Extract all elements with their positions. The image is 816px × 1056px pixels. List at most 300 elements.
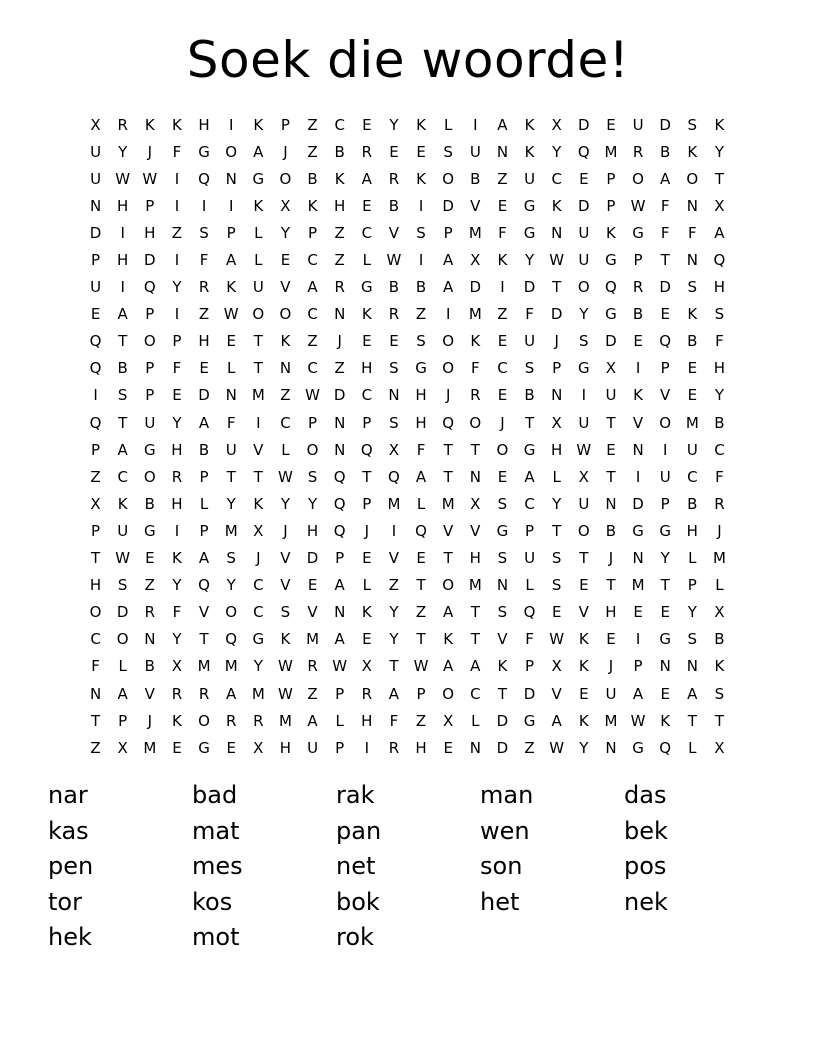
grid-cell[interactable]: P [91, 440, 101, 459]
grid-cell[interactable]: A [443, 278, 454, 297]
grid-cell[interactable]: W [278, 657, 293, 676]
grid-cell[interactable]: U [659, 467, 671, 486]
grid-cell[interactable]: E [226, 738, 236, 757]
grid-cell[interactable]: G [496, 521, 509, 540]
grid-cell[interactable]: N [686, 196, 698, 215]
grid-cell[interactable]: Z [171, 223, 183, 242]
grid-cell[interactable]: W [630, 711, 646, 730]
grid-cell[interactable]: R [632, 278, 644, 297]
grid-cell[interactable]: W [332, 657, 348, 676]
grid-cell[interactable]: H [334, 196, 346, 215]
grid-cell[interactable]: P [145, 359, 155, 378]
grid-cell[interactable]: I [120, 278, 125, 297]
grid-cell[interactable]: K [334, 169, 345, 188]
grid-cell[interactable]: N [659, 657, 671, 676]
grid-cell[interactable]: S [551, 549, 562, 568]
grid-cell[interactable]: K [578, 630, 589, 649]
grid-cell[interactable]: Q [388, 467, 400, 486]
grid-cell[interactable]: B [388, 278, 400, 297]
grid-cell[interactable]: I [473, 115, 478, 134]
grid-cell[interactable]: J [256, 549, 261, 568]
grid-cell[interactable]: K [660, 711, 671, 730]
grid-cell[interactable]: H [144, 223, 156, 242]
grid-cell[interactable]: E [579, 684, 589, 703]
grid-cell[interactable]: M [685, 413, 699, 432]
grid-cell[interactable]: T [660, 576, 670, 595]
grid-cell[interactable]: P [145, 386, 155, 405]
grid-cell[interactable]: A [117, 305, 128, 324]
grid-cell[interactable]: N [225, 386, 237, 405]
grid-cell[interactable]: Q [333, 521, 346, 540]
grid-cell[interactable]: J [283, 142, 288, 161]
grid-cell[interactable]: R [198, 278, 210, 297]
grid-cell[interactable]: F [525, 630, 534, 649]
grid-cell[interactable]: U [578, 413, 590, 432]
grid-cell[interactable]: N [632, 549, 644, 568]
grid-cell[interactable]: M [278, 711, 292, 730]
grid-cell[interactable]: V [253, 440, 264, 459]
grid-cell[interactable]: Q [89, 413, 102, 432]
grid-cell[interactable]: O [89, 603, 102, 622]
grid-cell[interactable]: R [307, 657, 318, 676]
grid-cell[interactable]: K [172, 549, 182, 568]
grid-cell[interactable]: K [497, 657, 508, 676]
grid-cell[interactable]: K [253, 494, 264, 513]
grid-cell[interactable]: R [361, 684, 373, 703]
grid-cell[interactable]: B [687, 494, 698, 513]
grid-cell[interactable]: H [713, 359, 726, 378]
grid-cell[interactable]: M [631, 576, 645, 595]
grid-cell[interactable]: A [443, 603, 454, 622]
grid-cell[interactable]: Y [307, 494, 318, 513]
grid-cell[interactable]: R [171, 467, 183, 486]
grid-cell[interactable]: T [90, 549, 101, 568]
grid-cell[interactable]: A [361, 169, 372, 188]
grid-cell[interactable]: A [307, 711, 318, 730]
grid-cell[interactable]: K [226, 278, 237, 297]
grid-cell[interactable]: F [172, 359, 182, 378]
grid-cell[interactable]: D [306, 549, 319, 568]
grid-cell[interactable]: H [198, 115, 210, 134]
grid-cell[interactable]: F [91, 657, 100, 676]
grid-cell[interactable]: Q [89, 332, 102, 351]
grid-cell[interactable]: K [497, 251, 508, 270]
grid-cell[interactable]: B [415, 278, 427, 297]
grid-cell[interactable]: P [199, 467, 209, 486]
grid-cell[interactable]: E [90, 305, 101, 324]
grid-cell[interactable]: D [89, 223, 102, 242]
grid-cell[interactable]: Z [415, 711, 427, 730]
grid-cell[interactable]: L [552, 467, 561, 486]
grid-cell[interactable]: B [524, 386, 535, 405]
grid-cell[interactable]: T [443, 467, 453, 486]
grid-cell[interactable]: H [279, 738, 292, 757]
grid-cell[interactable]: R [714, 494, 725, 513]
grid-cell[interactable]: Y [389, 630, 399, 649]
grid-cell[interactable]: D [333, 386, 346, 405]
grid-cell[interactable]: N [279, 359, 292, 378]
grid-cell[interactable]: R [361, 142, 373, 161]
grid-cell[interactable]: B [470, 169, 481, 188]
grid-cell[interactable]: S [551, 576, 562, 595]
grid-cell[interactable]: S [687, 115, 698, 134]
grid-cell[interactable]: Z [334, 223, 345, 242]
grid-cell[interactable]: J [717, 521, 722, 540]
grid-cell[interactable]: O [442, 332, 455, 351]
grid-cell[interactable]: U [252, 278, 264, 297]
grid-cell[interactable]: E [579, 169, 589, 188]
grid-cell[interactable]: I [500, 278, 505, 297]
grid-cell[interactable]: F [498, 223, 507, 242]
grid-cell[interactable]: Z [307, 115, 318, 134]
grid-cell[interactable]: C [117, 467, 128, 486]
grid-cell[interactable]: X [714, 603, 725, 622]
grid-cell[interactable]: R [171, 684, 183, 703]
grid-cell[interactable]: E [579, 576, 589, 595]
grid-cell[interactable]: Y [524, 251, 535, 270]
grid-cell[interactable]: D [469, 278, 482, 297]
grid-cell[interactable]: F [660, 223, 670, 242]
grid-cell[interactable]: Q [605, 278, 617, 297]
grid-cell[interactable]: B [334, 142, 345, 161]
grid-cell[interactable]: D [116, 603, 129, 622]
grid-cell[interactable]: R [144, 603, 156, 622]
grid-cell[interactable]: T [253, 467, 263, 486]
grid-cell[interactable]: E [199, 359, 209, 378]
grid-cell[interactable]: K [307, 196, 318, 215]
grid-cell[interactable]: C [307, 305, 318, 324]
grid-cell[interactable]: I [256, 413, 261, 432]
grid-cell[interactable]: F [715, 332, 724, 351]
grid-cell[interactable]: N [334, 305, 346, 324]
grid-cell[interactable]: L [254, 223, 263, 242]
grid-cell[interactable]: A [226, 251, 237, 270]
grid-cell[interactable]: A [226, 684, 237, 703]
grid-cell[interactable]: Q [360, 440, 373, 459]
grid-cell[interactable]: G [361, 278, 373, 297]
grid-cell[interactable]: Z [334, 359, 345, 378]
grid-cell[interactable]: J [364, 521, 370, 540]
grid-cell[interactable]: F [389, 711, 399, 730]
grid-cell[interactable]: P [660, 359, 670, 378]
grid-cell[interactable]: N [686, 657, 698, 676]
grid-cell[interactable]: C [714, 440, 725, 459]
grid-cell[interactable]: X [551, 115, 562, 134]
grid-cell[interactable]: U [578, 223, 590, 242]
grid-cell[interactable]: T [470, 603, 480, 622]
grid-cell[interactable]: E [226, 332, 236, 351]
grid-cell[interactable]: H [415, 386, 427, 405]
grid-cell[interactable]: T [118, 413, 128, 432]
grid-cell[interactable]: G [523, 196, 536, 215]
grid-cell[interactable]: Z [497, 305, 508, 324]
grid-cell[interactable]: K [416, 115, 426, 134]
grid-cell[interactable]: C [253, 576, 264, 595]
grid-cell[interactable]: L [254, 251, 263, 270]
grid-cell[interactable]: B [605, 521, 617, 540]
grid-cell[interactable]: T [579, 549, 589, 568]
grid-cell[interactable]: G [632, 738, 644, 757]
grid-cell[interactable]: V [470, 521, 481, 540]
grid-cell[interactable]: M [441, 494, 455, 513]
grid-cell[interactable]: K [687, 142, 698, 161]
grid-cell[interactable]: P [687, 576, 697, 595]
grid-cell[interactable]: S [389, 413, 399, 432]
grid-cell[interactable]: I [174, 305, 180, 324]
grid-cell[interactable]: P [308, 413, 318, 432]
grid-cell[interactable]: U [578, 251, 590, 270]
grid-cell[interactable]: B [388, 196, 400, 215]
grid-cell[interactable]: R [198, 684, 210, 703]
grid-cell[interactable]: C [497, 359, 508, 378]
grid-cell[interactable]: K [144, 115, 155, 134]
grid-cell[interactable]: N [469, 738, 481, 757]
grid-cell[interactable]: T [660, 251, 670, 270]
grid-cell[interactable]: I [581, 386, 587, 405]
grid-cell[interactable]: D [198, 386, 210, 405]
grid-cell[interactable]: A [714, 223, 725, 242]
grid-cell[interactable]: X [90, 115, 101, 134]
grid-cell[interactable]: P [91, 251, 101, 270]
grid-cell[interactable]: F [660, 196, 670, 215]
grid-cell[interactable]: S [579, 332, 589, 351]
grid-cell[interactable]: U [605, 386, 617, 405]
grid-cell[interactable]: C [307, 251, 318, 270]
grid-cell[interactable]: E [606, 440, 616, 459]
grid-cell[interactable]: P [606, 196, 616, 215]
grid-cell[interactable]: U [144, 413, 156, 432]
grid-cell[interactable]: N [388, 386, 400, 405]
grid-cell[interactable]: E [497, 332, 508, 351]
grid-cell[interactable]: N [89, 196, 102, 215]
grid-cell[interactable]: G [415, 359, 427, 378]
grid-cell[interactable]: D [144, 251, 156, 270]
grid-cell[interactable]: M [224, 657, 238, 676]
grid-cell[interactable]: L [362, 251, 371, 270]
grid-cell[interactable]: T [199, 630, 209, 649]
grid-cell[interactable]: T [416, 630, 426, 649]
grid-cell[interactable]: Y [579, 305, 589, 324]
grid-cell[interactable]: W [305, 386, 320, 405]
grid-cell[interactable]: B [144, 657, 155, 676]
grid-cell[interactable]: I [174, 169, 180, 188]
grid-cell[interactable]: Q [225, 630, 238, 649]
grid-cell[interactable]: U [90, 278, 102, 297]
grid-cell[interactable]: A [524, 467, 535, 486]
grid-cell[interactable]: P [118, 711, 128, 730]
grid-cell[interactable]: E [362, 196, 372, 215]
grid-cell[interactable]: C [253, 603, 264, 622]
grid-cell[interactable]: S [117, 386, 128, 405]
grid-cell[interactable]: C [280, 413, 291, 432]
grid-cell[interactable]: T [497, 684, 508, 703]
grid-cell[interactable]: O [442, 684, 455, 703]
grid-cell[interactable]: C [551, 169, 562, 188]
grid-cell[interactable]: K [714, 657, 725, 676]
grid-cell[interactable]: T [226, 467, 236, 486]
grid-cell[interactable]: G [659, 521, 671, 540]
grid-cell[interactable]: Y [660, 549, 670, 568]
grid-cell[interactable]: W [278, 684, 293, 703]
grid-cell[interactable]: Z [307, 142, 318, 161]
grid-cell[interactable]: O [577, 278, 590, 297]
grid-cell[interactable]: V [660, 386, 671, 405]
grid-cell[interactable]: O [469, 413, 482, 432]
grid-cell[interactable]: O [442, 359, 455, 378]
grid-cell[interactable]: I [93, 386, 98, 405]
grid-cell[interactable]: I [635, 630, 641, 649]
grid-cell[interactable]: L [118, 657, 127, 676]
grid-cell[interactable]: P [416, 684, 426, 703]
grid-cell[interactable]: D [496, 738, 509, 757]
grid-cell[interactable]: E [172, 386, 182, 405]
grid-cell[interactable]: S [714, 684, 725, 703]
grid-cell[interactable]: O [686, 169, 699, 188]
grid-cell[interactable]: S [714, 305, 725, 324]
grid-cell[interactable]: T [524, 413, 535, 432]
grid-cell[interactable]: M [251, 386, 265, 405]
grid-cell[interactable]: M [712, 549, 726, 568]
grid-cell[interactable]: H [361, 359, 373, 378]
grid-cell[interactable]: G [632, 223, 644, 242]
grid-cell[interactable]: T [362, 467, 372, 486]
grid-cell[interactable]: N [551, 386, 563, 405]
grid-cell[interactable]: K [253, 196, 264, 215]
grid-cell[interactable]: U [605, 684, 617, 703]
grid-cell[interactable]: K [443, 630, 454, 649]
grid-cell[interactable]: D [632, 494, 644, 513]
grid-cell[interactable]: X [605, 359, 617, 378]
grid-cell[interactable]: L [281, 440, 290, 459]
grid-cell[interactable]: I [418, 196, 424, 215]
grid-cell[interactable]: Y [172, 413, 182, 432]
grid-cell[interactable]: O [252, 305, 265, 324]
grid-cell[interactable]: U [117, 521, 129, 540]
grid-cell[interactable]: N [551, 223, 563, 242]
grid-cell[interactable]: Q [659, 738, 672, 757]
grid-cell[interactable]: L [525, 576, 534, 595]
grid-cell[interactable]: Q [333, 467, 346, 486]
grid-cell[interactable]: O [143, 332, 156, 351]
grid-cell[interactable]: O [279, 305, 292, 324]
grid-cell[interactable]: L [416, 494, 426, 513]
grid-cell[interactable]: Y [714, 142, 725, 161]
grid-cell[interactable]: P [443, 223, 453, 242]
grid-cell[interactable]: O [659, 413, 672, 432]
grid-cell[interactable]: I [174, 196, 180, 215]
grid-cell[interactable]: Q [333, 494, 346, 513]
grid-cell[interactable]: H [361, 711, 373, 730]
grid-cell[interactable]: L [444, 115, 453, 134]
grid-cell[interactable]: D [442, 196, 454, 215]
grid-cell[interactable]: U [524, 169, 536, 188]
grid-cell[interactable]: E [551, 603, 562, 622]
grid-cell[interactable]: A [388, 684, 400, 703]
grid-cell[interactable]: Z [334, 251, 345, 270]
grid-cell[interactable]: A [117, 684, 128, 703]
grid-cell[interactable]: C [307, 359, 318, 378]
grid-cell[interactable]: Z [307, 332, 318, 351]
grid-cell[interactable]: G [523, 711, 536, 730]
grid-cell[interactable]: L [362, 576, 371, 595]
grid-cell[interactable]: W [115, 549, 131, 568]
grid-cell[interactable]: A [334, 630, 345, 649]
grid-cell[interactable]: E [633, 603, 643, 622]
grid-cell[interactable]: S [497, 494, 508, 513]
grid-cell[interactable]: W [549, 251, 565, 270]
grid-cell[interactable]: L [688, 738, 697, 757]
grid-cell[interactable]: T [552, 521, 562, 540]
grid-cell[interactable]: Q [415, 521, 427, 540]
grid-cell[interactable]: R [334, 278, 345, 297]
grid-cell[interactable]: S [687, 630, 698, 649]
grid-cell[interactable]: N [144, 630, 156, 649]
grid-cell[interactable]: K [470, 332, 481, 351]
grid-cell[interactable]: U [686, 440, 698, 459]
grid-cell[interactable]: V [632, 413, 644, 432]
grid-cell[interactable]: E [687, 386, 698, 405]
grid-cell[interactable]: Y [253, 657, 263, 676]
grid-cell[interactable]: A [632, 684, 644, 703]
grid-cell[interactable]: X [388, 440, 400, 459]
grid-cell[interactable]: V [307, 603, 318, 622]
grid-cell[interactable]: R [117, 115, 128, 134]
grid-cell[interactable]: W [549, 738, 565, 757]
grid-cell[interactable]: D [605, 332, 617, 351]
grid-cell[interactable]: A [497, 115, 508, 134]
grid-cell[interactable]: K [578, 657, 589, 676]
grid-cell[interactable]: J [283, 521, 288, 540]
grid-cell[interactable]: K [687, 305, 698, 324]
grid-cell[interactable]: P [280, 115, 290, 134]
grid-cell[interactable]: L [688, 549, 697, 568]
grid-cell[interactable]: E [362, 549, 372, 568]
grid-cell[interactable]: Y [172, 576, 182, 595]
grid-cell[interactable]: Y [552, 494, 562, 513]
grid-cell[interactable]: P [552, 359, 562, 378]
grid-cell[interactable]: P [525, 521, 535, 540]
grid-cell[interactable]: S [389, 359, 399, 378]
grid-cell[interactable]: O [306, 440, 319, 459]
grid-cell[interactable]: H [117, 196, 129, 215]
grid-cell[interactable]: H [117, 251, 129, 270]
grid-cell[interactable]: W [549, 630, 565, 649]
grid-cell[interactable]: J [147, 142, 153, 161]
grid-cell[interactable]: X [714, 738, 725, 757]
grid-cell[interactable]: X [253, 521, 264, 540]
grid-cell[interactable]: M [306, 630, 320, 649]
grid-cell[interactable]: M [604, 711, 618, 730]
grid-cell[interactable]: G [632, 521, 644, 540]
grid-cell[interactable]: Q [659, 332, 672, 351]
grid-cell[interactable]: N [89, 684, 102, 703]
grid-cell[interactable]: E [280, 251, 291, 270]
grid-cell[interactable]: N [334, 413, 346, 432]
grid-cell[interactable]: P [91, 521, 101, 540]
grid-cell[interactable]: I [120, 223, 125, 242]
grid-cell[interactable]: L [227, 359, 236, 378]
grid-cell[interactable]: Y [226, 576, 236, 595]
grid-cell[interactable]: A [198, 413, 210, 432]
grid-cell[interactable]: Y [172, 278, 182, 297]
grid-cell[interactable]: T [416, 576, 426, 595]
grid-cell[interactable]: P [172, 332, 182, 351]
grid-cell[interactable]: J [337, 332, 342, 351]
grid-cell[interactable]: T [253, 359, 263, 378]
grid-cell[interactable]: V [388, 549, 400, 568]
grid-cell[interactable]: E [687, 359, 698, 378]
grid-cell[interactable]: U [469, 142, 481, 161]
